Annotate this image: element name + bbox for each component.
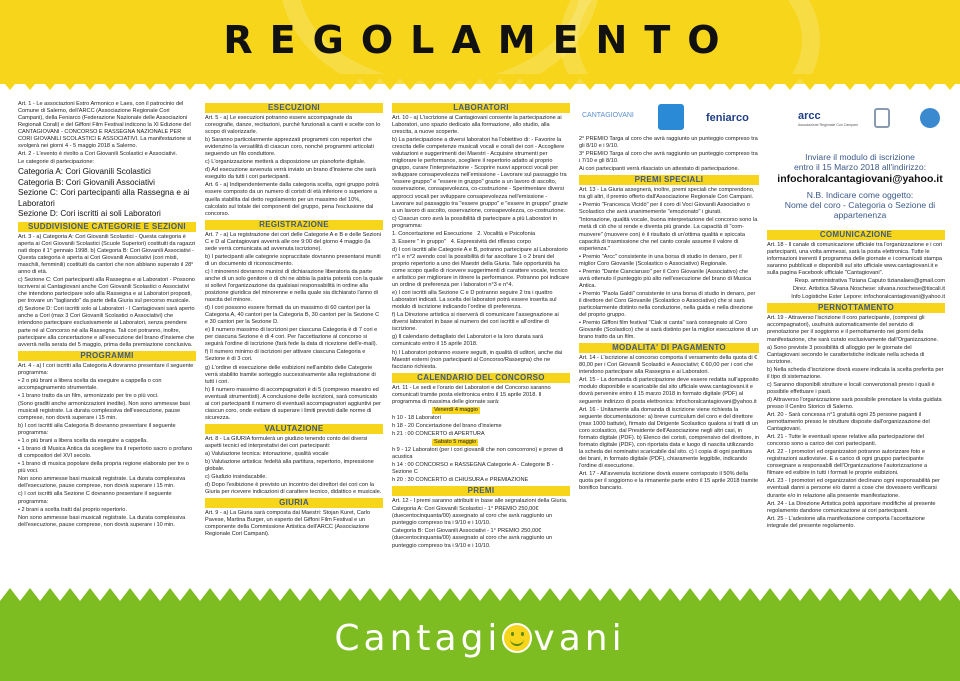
- column-2: [205, 101, 383, 581]
- premio-speciale: • Premio "Francesca Vicidò" per il coro di Voci Giovanili Associativo o Scolastico che avrà unanimemente "emozionato" i giurati.: [579, 202, 750, 216]
- article-4a-item: • 2 o più brani a libera scelta da eseguire a cappella o con accompagnamento strumentale.: [18, 377, 162, 391]
- article-4a: Art. 4 - a) I cori iscritti alla Categoria A dovranno presentare il seguente programma:: [18, 362, 194, 376]
- invite-nb: N.B. Indicare come oggetto:: [806, 190, 914, 200]
- heading-esecuzioni: ESECUZIONI: [205, 103, 383, 113]
- article-8c: c) Giudizio insindacabile.: [205, 474, 267, 481]
- heading-valutazione: VALUTAZIONE: [205, 424, 383, 434]
- article-4c-note: Non sono ammesse basi musicali registrate. La durata complessiva dell'esecuzione, pause comprese, non dovrà superare i 10 min.: [18, 514, 186, 528]
- article-20: Art. 20 - Sarà concessa n°1 gratuità ogni 25 persone paganti il pernottamento presso le strutture disposte dall'organizzazione del Cantagiovani.: [767, 411, 930, 433]
- lab-4: 4. Espressività del riflesso corpo: [450, 238, 531, 245]
- heading-pagamento: MODALITA' DI PAGAMENTO: [579, 343, 759, 353]
- column-1: [18, 101, 196, 581]
- article-12a: Categoria A: Cori Giovanili Scolastici - 1° PREMIO 250,00€ (duecentocinquanta/00) assegnato al coro che avrà raggiunto un punteggio compreso tra i 9/10 e i 10/10.: [392, 506, 553, 527]
- contact-line: Direz. Artistica Silvana Noschese: silvana.noschese@tiscali.it: [792, 286, 945, 293]
- heading-suddivisione: SUDDIVISIONE CATEGORIE E SEZIONI: [18, 222, 196, 232]
- heading-calendario: CALENDARIO DEL CONCORSO: [392, 373, 570, 383]
- schedule-row: h 20 : 30 CONCERTO di CHIUSURA e PREMIAZIONE: [392, 477, 529, 484]
- brand-text-right: vani: [533, 618, 626, 659]
- article-8: Art. 8 - La GIURIA formulerà un giudizio tenendo conto dei diversi aspetti tecnici ed interpretativi dei cori partecipanti:: [205, 435, 368, 449]
- article-5: Art. 5 - a) Le esecuzioni potranno essere accompagnate da coreografie, danze, recitazioni, purché funzionali a canti e scelte con lo scopo di valorizzarle.: [205, 115, 381, 136]
- lab-1: 1. Concertazione ed Esecuzione: [392, 230, 473, 237]
- article-7g: g) L'ordine di esecuzione delle esibizioni nell'ambito delle Categorie verrà stabilito tramite sorteggio successivamente alla registrazione di tutti i cori.: [205, 364, 376, 385]
- smiley-icon: [502, 623, 532, 653]
- article-5b: b) Saranno particolarmente apprezzati programmi con repertori che evidenzino la versatilità di ciascun coro, nonché programmi articolati seguendo un filo conduttore.: [205, 137, 374, 158]
- heading-premi-speciali: PREMI SPECIALI: [579, 175, 759, 185]
- lab-3: 3. Essere " in gruppo": [392, 238, 447, 245]
- premio-speciale: • Premio "Dante Cianciaruso" per il Coro Giovanile (Associativo) che avrà ottenuto il punteggio più alto nell'esecuzione del brano di Musica Antica.: [579, 268, 752, 289]
- premio-3: 3° PREMIO Targa al coro che avrà raggiunto un punteggio compreso tra i 7/10 e gli 8/10.: [579, 151, 758, 165]
- premio-speciale: • Premio Giffoni film festival "Ciak si canta" sarà consegnato al Coro Giovanile (Scolastico) che si sarà distinto per la miglior esecuzione di un brano tratto da un film.: [579, 320, 759, 341]
- article-7: Art. 7 - a) La registrazione dei cori delle Categorie A e B e delle Sezioni C e D al Cantagiovani avverrà alle ore 9:00 del giorno 4 maggio (la sede verrà comunicata ad avvenuta iscrizione).: [205, 231, 381, 252]
- giffoni-logo-icon: [920, 108, 940, 128]
- article-3c: c) Sezione C: Cori partecipanti alla Rassegna e ai Laboratori - Possono iscriversi ai Cantagiovani anche Cori Giovanili Scolastici o Associativi che intendono partecipare solo alla Rassegna e ai Laboratori proposti, per trovare un "tagliando" da parte della Giuria sul percorso musicale.: [18, 277, 195, 305]
- article-10: Art. 10 - a) L'iscrizione ai Cantagiovani consente la partecipazione ai Laboratori, uno spazio dedicato alla formazione, allo studio, alla crescita, a nuove scoperte.: [392, 115, 562, 136]
- comune-crest-icon: [874, 108, 890, 128]
- article-4b-item: • 1 o più brani a libera scelta da eseguire a cappella.: [18, 438, 148, 445]
- article-2: Art. 2 - L'evento è rivolto a Cori Giovanili Scolastici e Associativi.: [18, 151, 178, 158]
- schedule-day-1: Venerdì 4 maggio: [434, 406, 478, 413]
- lab-item: [392, 239, 570, 246]
- article-4c: c) I cori iscritti alla Sezione C dovranno presentare il seguente programma:: [18, 491, 172, 505]
- article-7c: c) I minorenni dovranno munirsi di dichiarazione liberatoria da parte anche di un solo genitore o di chi ne abbia la patria potestà con la quale si sollevi l'organizzazione da qualsiasi responsabilità in ordine alla posizione giuridica del minorenne e nella quale sia dichiarato l'anno di nascita del minore.: [205, 268, 383, 304]
- article-7d: d) I cori possono essere formati da un massimo di 60 cantori per la Categoria A, 40 cantori per la Categoria B, 30 cantori per la Sezione C e 30 cantori per la Sezione D.: [205, 305, 380, 326]
- schedule-row: h 14 : 00 CONCORSO e RASSEGNA Categorie A - Categorie B - Sezione C: [392, 462, 554, 476]
- article-10d: d) I cori iscritti alle Categorie A e B, potranno partecipare al Laboratorio n°1 e n°2 avendo così la possibilità di far ascoltare 1 o 2 brani del proprio repertorio a uno dei Maestri della Giuria. Tale opportunità ha come scopo quello di ricevere suggerimenti di carattere vocale, tecnico e artistico per migliorare in itinere la performance. Potranno poi indicare un ordine di preferenza per i laboratori n°3 e n°4.: [392, 246, 570, 289]
- schedule-day-2: Sabato 5 maggio: [434, 438, 477, 445]
- article-24: Art. 24 - La Direzione Artistica potrà apportare modifiche al presente regolamento dandone comunicazione ai cori partecipanti.: [767, 500, 936, 514]
- heading-premi: PREMI: [392, 486, 570, 496]
- sponsor-logos: [582, 104, 952, 134]
- article-25: Art. 25 - L'adesione alla manifestazione comporta l'accettazione integrale del presente regolamento.: [767, 515, 925, 529]
- article-19a: a) Sono previste 3 possibilità di alloggio per le giornate del Cantagiovani secondo le caratteristiche indicate nella scheda di iscrizione.: [767, 344, 925, 365]
- article-10b: b) La partecipazione a diversi laboratori ha l'obiettivo di: - Favorire la crescita delle competenze musicali vocali e corali dei cori - Accogliere valutazioni e suggerimenti dei Maestri - Acquisire strumenti per migliorare le performance, scegliere il repertorio adatto al proprio gruppo, curare l'interpretazione - Scoprire nuovi approcci vocali per sviluppare consapevolezza nell'emissione - Lavorare sul passaggio tra "essere gruppo" e "essere in gruppo" grazie a un lavoro di ascolto, osservazione, consapevolezza, co-costruzione - Sperimentare diversi approcci vocali per sviluppare consapevolezza nell'emissione - Lavorare sul passaggio tra "essere gruppo" e "essere in gruppo" grazie a un lavoro di ascolto, osservazione, consapevolezza, co-costruzione.: [392, 137, 568, 214]
- article-23: Art. 23 - I promotori ed organizzatori declinano ogni responsabilità per eventuali danni a persone e/o danni a cose che dovessero verificarsi durante e/o in relazione alla presente manifestazione.: [767, 478, 940, 499]
- feniarco-logo: feniarco: [706, 112, 749, 124]
- article-7h: h) Il numero massimo di accompagnatori è di 5 (compreso maestro ed eventuali strumentisti). A conclusione delle iscrizioni, sarà comunicato ai cori partecipanti il numero di eventuali accompagnatori aggiuntivi per ciascun coro, onde evitare di superare i limiti previsti dalle norme di sicurezza.: [205, 386, 381, 421]
- article-4a-item: • 1 brano tratto da un film, armonizzato per tre o più voci.: [18, 392, 159, 399]
- article-22: Art. 22 - I promotori ed organizzatori potranno autorizzare foto e registrazioni audiovisive. E a carico di ogni gruppo partecipante consegnare a responsabili dell'Organizzazione l'autorizzazione a filmare ed esibire in tutti i formati le proprie esibizioni.: [767, 449, 928, 477]
- brand-text-left: Cantagi: [334, 618, 502, 659]
- invite-email-link[interactable]: infochoralcantagiovani@yahoo.it: [777, 173, 943, 185]
- schedule-row: h 10 - 18 Laboratori: [392, 414, 441, 421]
- lab-item: [392, 231, 570, 238]
- article-10g: g) Il calendario dettagliato dei Laboratori e la loro durata sarà comunicato entro il 15 aprile 2018.: [392, 334, 544, 348]
- schedule-row: h 9 - 12 Laboratori (per i cori giovanili che non concorrono) e prove di acustica: [392, 447, 564, 461]
- column-4: [579, 136, 759, 581]
- article-14: Art. 14 - L'iscrizione al concorso comporta il versamento della quota di € 80,00 per i Cori Giovanili Scolastici e Associativi; € 60,00 per i cori che intendono partecipare alla Rassegna e ai Laboratori.: [579, 355, 758, 376]
- article-4b-item: • 1 brano di Musica Antica da scegliere tra il repertorio sacro o profano di compositori del XVI secolo.: [18, 446, 193, 460]
- article-19d: d) Attraverso l'organizzazione sarà possibile prenotare la visita guidata presso il Centro Storico di Salerno.: [767, 396, 942, 410]
- article-3: Art. 3 - a) Categoria A: Cori Giovanili Scolastici - Questa categoria è aperta ai Cori Giovanili Scolastici (Scuole Superiori) costituiti da ragazzi nati dopo il 1° gennaio 1998. b) Categoria B: Cori Giovanili Associativi - Questa categoria è aperta ai Cori Giovanili Associativi (cori misti, maschili, femminili) costituiti da cantori che non abbiano superato il 28° anno di età.: [18, 233, 196, 276]
- heading-programmi: PROGRAMMI: [18, 351, 196, 361]
- heading-comunicazione: COMUNICAZIONE: [767, 230, 945, 240]
- article-17: Art. 17 - All'avvenuta iscrizione dovrà essere corrisposto il 50% della quota per il soggiorno e la rimanente parte entro il 15 aprile 2018 tramite bonifico bancario.: [579, 470, 759, 492]
- article-7b: b) I partecipanti alle categorie sopraccitate dovranno presentarsi muniti di un documento di riconoscimento.: [205, 253, 381, 267]
- article-5c: c) L'organizzazione metterà a disposizione un pianoforte digitale.: [205, 159, 366, 166]
- premio-speciale: • Premio "Arcc" consistente in una borsa di studio in denaro, per il miglior Coro Giovanile (Scolastico o Associativo) Regionale.: [579, 253, 742, 267]
- article-13: Art. 13 - La Giuria assegnerà, inoltre, premi speciali che comprendono, tra gli altri, il premio offerto dall'Associazione Regionale Cori Campani.: [579, 187, 755, 201]
- contact-line: Info Logistiche Ester Lepore: infochoralcantagiovani@yahoo.it: [791, 294, 945, 301]
- section-c: Sezione C: Cori partecipanti alla Rassegna e ai Laboratori: [18, 188, 190, 208]
- category-a: Categoria A: Cori Giovanili Scolastici: [18, 167, 151, 177]
- premio-speciale-note: "Intonazione, qualità vocale, buona interpretazione del concorso sono la metà di ciò che si rende e diventa più grande. La capacità di "com-muovere" (muovere con) è il risultato di un'ottima qualità e spiccata capacità di trasmissione che nel canto corale assume il valore di esperienza.": [579, 217, 758, 252]
- article-21: Art. 21 - Tutte le eventuali spese relative alla partecipazione del concorso sono a carico dei cori partecipanti.: [767, 434, 925, 448]
- article-4b: b) I cori iscritti alla Categoria B dovranno presentare il seguente programma:: [18, 423, 176, 437]
- article-10h: h) I Laboratori potranno essere seguiti, in qualità di uditori, anche dai Maestri esterni (non partecipanti al Concorso/Rassegna) che ne facciano richiesta.: [392, 349, 563, 370]
- article-19: Art. 19 - Attraverso l'iscrizione il coro partecipante, (compresi gli accompagnatori), usufruirà automaticamente del servizio di prenotazione per il soggiorno e il pernottamento nei giorni della manifestazione, che sarà curato esclusivamente dall'Organizzazione.: [767, 315, 939, 343]
- invite-line-2: entro il 15 Marzo 2018 all'indirizzo:: [793, 162, 927, 172]
- article-9: Art. 9 - a) La Giuria sarà composta dai Maestri: Stojan Kuret, Carlo Pavese, Martina Burger, un esperto del Giffoni Film Festival e un componente della Commissione Artistica dell'ARCC (Associazione Regionale Cori Campani).: [205, 510, 371, 538]
- zigzag-top-border: [0, 74, 960, 96]
- feniarco-emblem-icon: [658, 104, 684, 130]
- arcc-subtitle: Associazione Regionale Cori Campani: [798, 123, 858, 127]
- invite-nb-detail: Nome del coro - Categoria o Sezione di appartenenza: [784, 200, 936, 220]
- heading-pernottamento: PERNOTTAMENTO: [767, 303, 945, 313]
- page-title: REGOLAMENTO: [223, 18, 737, 62]
- heading-registrazione: REGISTRAZIONE: [205, 220, 383, 230]
- article-15: Art. 15 - La domanda di partecipazione deve essere redatta sull'apposito modulo disponibile e scaricabile dal sito ufficiale www.cantagiovani.it e dovrà pervenire entro il 15 marzo 2018 in formato digitale (PDF) al seguente indirizzo di posta elettronica: infochoralcantagiovani@yahoo.it: [579, 377, 759, 405]
- section-d: Sezione D: Cori iscritti ai soli Laboratori: [18, 209, 161, 219]
- article-8b: b) Valutazione artistica: fedeltà alla partitura, repertorio, impressione globale.: [205, 459, 374, 473]
- invite-block: [770, 152, 950, 220]
- article-4b-item: • 1 brano di musica popolare della propria regione elaborato per tre o più voci.: [18, 461, 189, 475]
- article-10c: c) Ciascun coro avrà la possibilità di partecipare a più Laboratori in programma:: [392, 215, 558, 229]
- column-5: [767, 228, 945, 580]
- article-5d: d) Ad esecuzione avvenuta verrà inviato un brano d'insieme che sarà eseguito da tutti i cori partecipanti.: [205, 167, 376, 181]
- schedule-row: h 21 : 00 CONCERTO di APERTURA: [392, 430, 485, 437]
- article-18: Art. 18 - Il canale di comunicazione ufficiale tra l'organizzazione e i cori partecipanti, una volta ammessi, sarà la posta elettronica. Tutte le informazioni inerenti il programma delle giornate e i comunicati stampa saranno pubblicati e disponibili sul sito ufficiale www.cantagiovani.it e sulla pagina Facebook ufficiale "Cantagiovani".: [767, 242, 943, 277]
- schedule-row: h 18 - 20 Concertazione del brano d'insieme: [392, 422, 502, 429]
- article-3d: d) Sezione D: Cori iscritti solo ai Laboratori - I Cantagiovani sarà aperto anche a Cori (max 3 Cori Giovanili Scolastici o Associativi) che intendono partecipare esclusivamente ai Laboratori, senza prendere parte né al Concorso né alla Rassegna. Tali cori potranno, inoltre, partecipare alla concertazione e all'esecuzione del brano d'insieme che avverrà nella serata del 5 maggio, prima della premiazione conclusiva.: [18, 306, 195, 348]
- premio-speciale: • Premio "Paola Galdi" consistente in una borsa di studio in denaro, per il direttore del Coro Giovanile (Scolastico o Associativo) che si sarà particolarmente distinto nella conduzione, nella guida e nella direzione del proprio gruppo.: [579, 290, 756, 319]
- premio-attestato: Ai cori partecipanti verrà rilasciato un attestato di partecipazione.: [579, 166, 740, 173]
- cantagiovani-logo: CANTAGIOVANI: [582, 112, 634, 119]
- categories-intro: Le categorie di partecipazione:: [18, 159, 95, 166]
- article-6: Art. 6 - a) Indipendentemente dalla categoria scelta, ogni gruppo potrà essere composto da un numero di coristi di età inferiore o superiore a quella stabilita dal detto regolamento per un massimo del 10%, calcolato sul totale dei componenti del gruppo, pena l'esclusione dal concorso.: [205, 182, 379, 217]
- article-19b: b) Nella scheda d'iscrizione dovrà essere indicata la scelta preferita per il tipo di sistemazione.: [767, 366, 944, 380]
- premio-2: 2° PREMIO Targa al coro che avrà raggiunto un punteggio compreso tra gli 8/10 e i 9/10.: [579, 136, 758, 150]
- heading-laboratori: LABORATORI: [392, 103, 570, 113]
- article-19c: c) Saranno disponibili strutture e locali convenzionali previo i quali è possibile effettuare i pasti.: [767, 381, 935, 395]
- article-4a-note: (Sono graditi anche armonizzazioni inedite). Non sono ammesse basi musicali registrate. La durata complessiva dell'esecuzione, pause comprese, non dovrà superare i 15 min.: [18, 400, 190, 421]
- contact-line: Resp. amministrativa Tiziana Caputo tizianalaes@gmail.com: [794, 278, 945, 285]
- article-12b: Categoria B: Cori Giovanili Associativi - 1° PREMIO 250,00€ (duecentocinquanta/00) assegnato al coro che avrà raggiunto un punteggio compreso tra i 9/10 e i 10/10.: [392, 528, 553, 549]
- article-11: Art. 11 - Le sedi e l'orario dei Laboratori e del Concorso saranno comunicati tramite posta elettronica entro il 15 aprile 2018. Il programma di massima delle giornate sarà:: [392, 384, 551, 405]
- lab-2: 2. Vocalità e Psicofonia: [477, 230, 536, 237]
- cantagiovani-brand: [0, 618, 960, 659]
- arcc-logo: arcc: [798, 110, 821, 122]
- article-10f: f) La Direzione artistica si riserverà di comunicare l'assegnazione ai diversi laboratori in base al numero dei cori iscritti e all'ordine di iscrizione.: [392, 312, 559, 333]
- article-16: Art. 16 - Unitamente alla domanda di iscrizione viene richiesta la seguente documentazione: a) breve curriculum del coro e del direttore (max 1000 battute), firmato dal Dirigente Scolastico qualora si tratti di un coro scolastico, dal Presidente dell'Associazione negli altri casi, in formato digitale (PDF). b) Elenco dei coristi, comprensivo del direttore, in formato digitale (PDF), con riportata data e luogo di nascita utilizzando la scheda dei nominativi scaricabile dal sito. c) I copia di ogni partitura dei brani, in formato digitale (PDF), chiaramente leggibile, indicando l'ordine di esecuzione.: [579, 406, 759, 469]
- article-4c-item: • 2 brani a scelta tratti dal proprio repertorio.: [18, 506, 127, 513]
- column-3: [392, 101, 570, 581]
- invite-line-1: Inviare il modulo di iscrizione: [805, 152, 915, 162]
- article-10e: e) I cori iscritti alla Sezione C e D potranno seguire 2 tra i quattro Laboratori indicati. La scelta dei laboratori potrà essere inserita sul modulo di iscrizione indicando l'ordine di preferenza.: [392, 290, 557, 311]
- article-7f: f) Il numero minimo di iscrizioni per attivare ciascuna Categoria e Sezione è di 3 cori.: [205, 349, 366, 363]
- article-12: Art. 12 - I premi saranno attribuiti in base alle segnalazioni della Giuria.: [392, 498, 568, 505]
- heading-giuria: GIURIA: [205, 498, 383, 508]
- article-8a: a) Valutazione tecnica: intonazione, qualità vocale: [205, 450, 329, 457]
- article-7e: e) Il numero massimo di iscrizioni per ciascuna Categoria è di 7 cori e per ciascuna Sezione è di 4 cori. Per l'accettazione al concorso si seguirà l'ordine di iscrizione (farà fede la data di ricezione dell'e-mail).: [205, 327, 378, 348]
- article-8d: d) Dopo l'esibizione è previsto un incontro dei direttori dei cori con la Giuria per ricevere indicazioni di carattere tecnico, didattico e musicale.: [205, 482, 382, 496]
- article-1: Art. 1 - Le associazioni Estro Armonico e Laes, con il patrocinio del Comune di Salerno, dell'ARCC (Associazione Regionale Cori Campani), della Feniarco (Federazione Nazionale delle Associazioni Regionali Corali) e del Giffoni Film Festival indicono la XI Edizione del CANTAGIOVANI - CONCORSO E RASSEGNA NAZIONALE PER CORI GIOVANILI SCOLASTICI E ASSOCIATIVI. La manifestazione si svolgerà nei giorni 4 - 5 maggio 2018 a Salerno.: [18, 101, 192, 150]
- article-4b-note: Non sono ammesse basi musicali registrate. La durata complessiva dell'esecuzione, pause comprese, non dovrà superare i 15 min.: [18, 476, 186, 490]
- category-b: Categoria B: Cori Giovanili Associativi: [18, 177, 155, 187]
